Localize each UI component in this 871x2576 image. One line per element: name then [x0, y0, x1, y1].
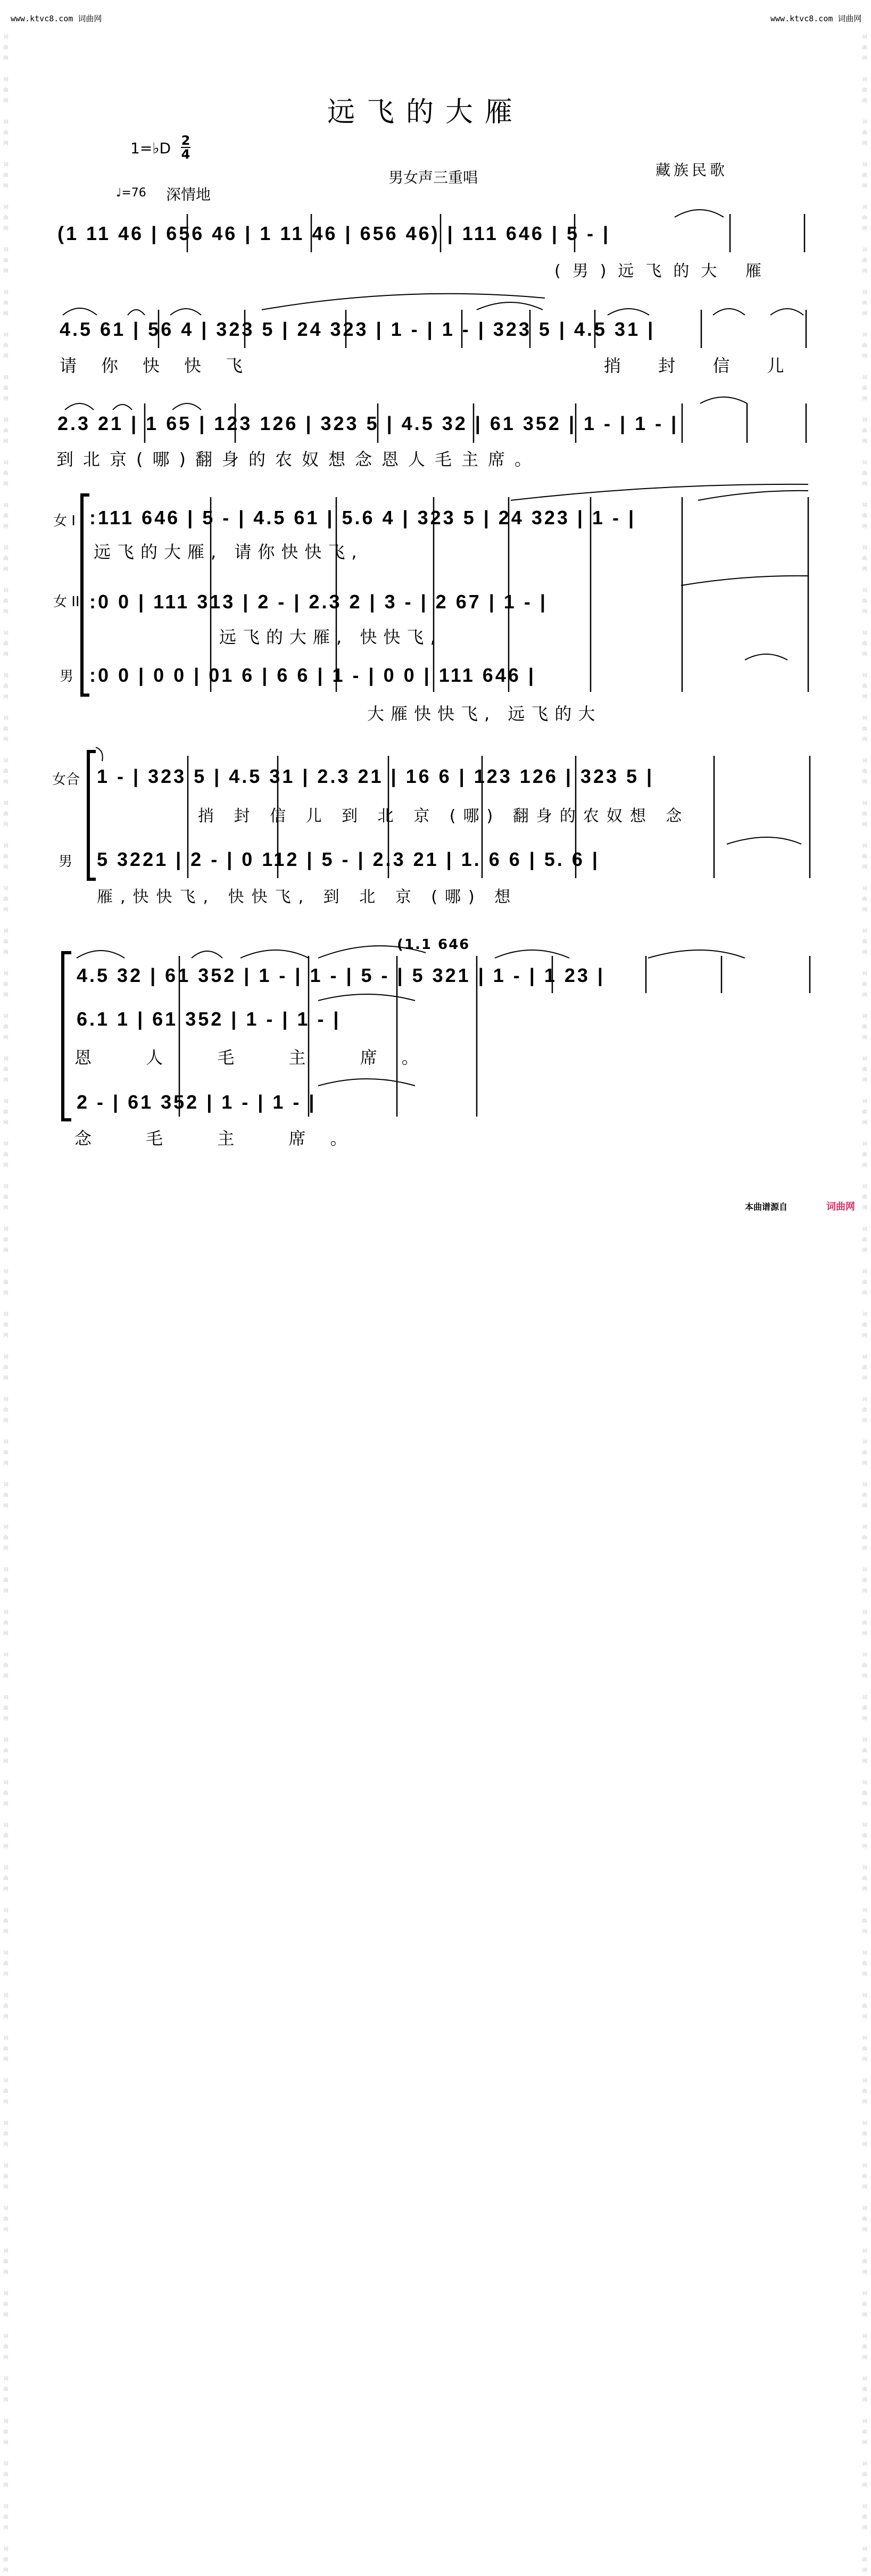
system4-voice1-lyric: 远飞的大雁, 请你快快飞,	[94, 542, 363, 562]
origin-label: 藏族民歌	[656, 161, 728, 179]
system2-lyric-2: 捎 封 信 儿	[604, 356, 800, 376]
system4-label-2: 女 II	[53, 594, 80, 610]
system5-voice2-notes: 5 3221 | 2 - | 0 112 | 5 - | 2.3 21 | 1. 6 6 | 5. 6 |	[97, 848, 600, 870]
header-left-url: www.ktvc8.com 词曲网	[11, 14, 102, 23]
system2-notes: 4.5 61 | 56 4 | 323 5 | 24 323 | 1 - | 1 - | 323 5 | 4.5 31 |	[60, 318, 656, 340]
time-num: 2	[181, 133, 190, 148]
system5-label-1: 女合	[52, 772, 80, 788]
side-watermark-left: 词 曲 网 词 曲 网 词 曲 网 词 曲 网 词 曲 网 词 曲 网 词 曲 网 词 曲 网 词 曲 网 词 曲 网 词 曲 网 词 曲 网 词 曲 网 词 曲 网 词 曲 网 词 曲 网 词 曲 网 词 曲 网 词 曲 网 词 曲 网 词 曲 网 词 曲 网 词 曲 网 词 曲 网 词 曲 网 词 曲 网 词 曲 网 词 曲 网 词 曲 网 词 曲 网 词 曲 网 词 曲 网 词 曲 网 词 曲 网 词 曲 网 词 曲 网 词 曲 网 词 曲 网 词 曲 网 词 曲 网 词 曲 网 词 曲 网 词 曲 网 词 曲 网 词 曲 网 词 曲 网 词 曲 网 词 曲 网 词 曲 网 词 曲 网 词 曲 网 词 曲 网 词 曲 网 词 曲 网 词 曲 网 词 曲 网 词 曲 网 词 曲 网 词 曲 网 词 曲 网	[3, 35, 9, 2573]
key-sig-text: 1=♭D	[130, 139, 171, 157]
system4-voice3-lyric: 大雁快快飞, 远飞的大	[367, 704, 602, 724]
footer-source: 本曲谱源自	[745, 1202, 788, 1212]
system6-voice3-notes: 2 - | 61 352 | 1 - | 1 - |	[77, 1091, 317, 1113]
time-den: 4	[181, 147, 190, 162]
barlines	[145, 214, 810, 1117]
system2-lyric: 请你快快飞	[60, 356, 268, 376]
system6-voice2-lyric: 恩 人 毛 主 席。	[74, 1047, 443, 1068]
system5-voice1-notes: 1 - | 323 5 | 4.5 31 | 2.3 21 | 16 6 | 123 126 | 323 5 |	[97, 765, 654, 787]
system1-notes: (1 11 46 | 656 46 | 1 11 46 | 656 46) | 111 646 | 5 - |	[57, 222, 611, 244]
expression-mark: 深情地	[166, 186, 211, 203]
system5-voice2-lyric: 雁,快快飞, 快快飞, 到 北 京 (哪) 想	[97, 888, 518, 906]
system-brackets	[63, 495, 96, 1120]
system4-voice1-notes: :111 646 | 5 - | 4.5 61 | 5.6 4 | 323 5 | 24 323 | 1 - |	[89, 507, 636, 529]
slurs	[63, 210, 808, 1086]
system6-voice2-notes: 6.1 1 | 61 352 | 1 - | 1 - |	[77, 1008, 341, 1030]
system4-label-3: 男	[60, 668, 74, 684]
tempo-text: ♩=76	[116, 186, 146, 200]
system3-lyric: 到北京(哪)翻身的农奴想念恩人毛主席。	[56, 449, 541, 469]
song-title: 远飞的大雁	[327, 96, 525, 128]
system3-notes: 2.3 21 | 1 65 | 123 126 | 323 5 | 4.5 32 | 61 352 | 1 - | 1 - |	[57, 412, 679, 434]
side-watermark-right: 词 曲 网 词 曲 网 词 曲 网 词 曲 网 词 曲 网 词 曲 网 词 曲 网 词 曲 网 词 曲 网 词 曲 网 词 曲 网 词 曲 网 词 曲 网 词 曲 网 词 曲 网 词 曲 网 词 曲 网 词 曲 网 词 曲 网 词 曲 网 词 曲 网 词 曲 网 词 曲 网 词 曲 网 词 曲 网 词 曲 网 词 曲 网 词 曲 网 词 曲 网 词 曲 网 词 曲 网 词 曲 网 词 曲 网 词 曲 网 词 曲 网 词 曲 网 词 曲 网 词 曲 网 词 曲 网 词 曲 网 词 曲 网 词 曲 网 词 曲 网 词 曲 网 词 曲 网 词 曲 网 词 曲 网 词 曲 网 词 曲 网 词 曲 网 词 曲 网 词 曲 网 词 曲 网 词 曲 网 词 曲 网 词 曲 网 词 曲 网 词 曲 网 词 曲 网 词 曲 网	[862, 35, 867, 2573]
system4-voice2-lyric: 远飞的大雁, 快快飞,	[219, 627, 442, 647]
system5-voice1-lyric: 捎 封 信 儿 到 北 京 (哪) 翻身的农奴想 念	[198, 807, 690, 825]
system4-voice3-notes: :0 0 | 0 0 | 01 6 | 6 6 | 1 - | 0 0 | 111 646 |	[89, 664, 536, 686]
footer-logo: 词曲网	[826, 1201, 855, 1212]
system6-voice3-lyric: 念 毛 主 席。	[74, 1128, 372, 1149]
system1-lyric: (男)远飞的大 雁	[554, 262, 773, 280]
system5-label-2: 男	[59, 854, 73, 870]
system4-label-1: 女 I	[53, 513, 76, 529]
form-label: 男女声三重唱	[388, 169, 478, 186]
ossia-notes: (1.1 646	[397, 937, 470, 953]
header-right-url: www.ktvc8.com 词曲网	[770, 14, 862, 23]
system6-voice1-notes: 4.5 32 | 61 352 | 1 - | 1 - | 5 - | 5 321 | 1 - | 1 23 |	[77, 964, 605, 986]
system4-voice2-notes: :0 0 | 111 313 | 2 - | 2.3 2 | 3 - | 2 67 | 1 - |	[89, 591, 548, 613]
